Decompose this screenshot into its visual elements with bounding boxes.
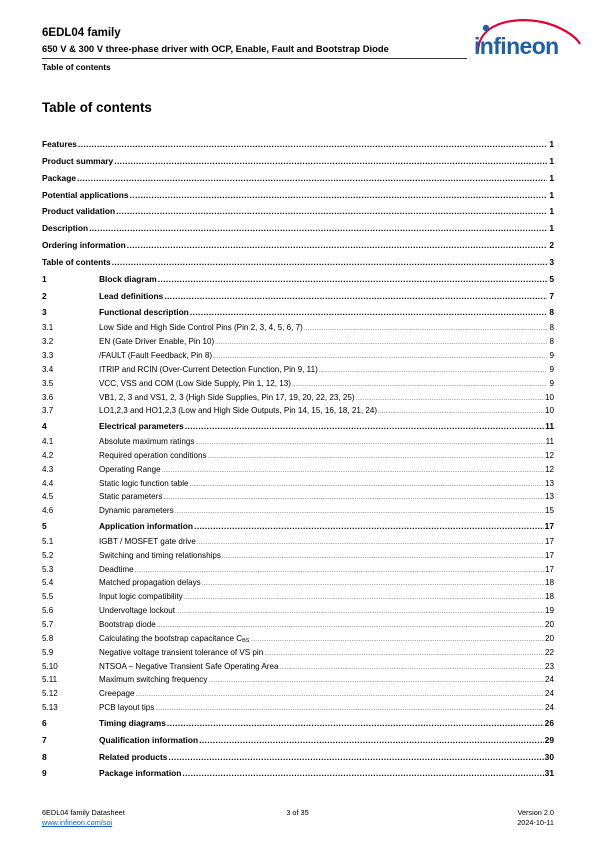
toc-dot-leader <box>197 535 544 550</box>
toc-entry[interactable] <box>42 673 554 687</box>
toc-dot-leader <box>182 765 543 782</box>
toc-entry-title: Undervoltage lockout <box>99 606 176 616</box>
toc-entry-title: Calculating the bootstrap capacitance $C_{BS}$ <box>99 633 250 644</box>
toc-entry-title: Operating Range <box>99 464 161 474</box>
toc-entry-page: 18 <box>544 592 554 602</box>
toc-dot-leader <box>167 715 544 732</box>
toc-entry-page: 8 <box>549 307 554 318</box>
toc-entry-number: 4.6 <box>42 506 54 516</box>
header-divider <box>42 58 467 59</box>
toc-entry[interactable] <box>42 170 554 187</box>
toc-dot-leader <box>89 220 547 237</box>
toc-dot-leader <box>114 153 547 170</box>
toc-dot-leader <box>136 687 544 702</box>
toc-entry-title: /FAULT (Fault Feedback, Pin 8) <box>99 350 213 360</box>
toc-entry[interactable] <box>42 237 554 254</box>
toc-entry-number: 5.6 <box>42 606 54 616</box>
toc-dot-leader <box>163 490 544 505</box>
toc-entry-number: 2 <box>42 290 47 301</box>
footer-website-link[interactable]: www.infineon.com/soi <box>42 818 113 827</box>
toc-entry-number: 5.4 <box>42 578 54 588</box>
toc-entry-title: Input logic compatibility <box>99 592 183 602</box>
toc-entry-number: 3.2 <box>42 337 54 347</box>
toc-entry-title: Features <box>42 139 77 149</box>
toc-entry-page: 30 <box>544 751 554 762</box>
toc-entry-page: 11 <box>545 437 554 447</box>
toc-dot-leader <box>264 646 544 661</box>
toc-entry-number: 6 <box>42 717 47 728</box>
toc-entry-title: NTSOA – Negative Transient Safe Operating Area <box>99 661 279 671</box>
running-section-title: Table of contents <box>42 62 111 72</box>
toc-dot-leader <box>208 449 544 464</box>
toc-entry-page: 23 <box>544 661 554 671</box>
toc-entry[interactable] <box>42 518 554 535</box>
toc-entry-page: 3 <box>549 256 554 267</box>
toc-dot-leader <box>158 271 547 288</box>
toc-entry-number: 4.1 <box>42 437 54 447</box>
toc-entry-page: 24 <box>544 689 554 699</box>
toc-dot-leader <box>280 660 544 675</box>
toc-dot-leader <box>112 254 547 271</box>
footer-document-name: 6EDL04 family Datasheet <box>42 808 125 817</box>
toc-dot-leader <box>175 504 544 519</box>
toc-entry-title: Dynamic parameters <box>99 506 174 516</box>
toc-entry-title: Static logic function table <box>99 478 189 488</box>
toc-entry-title: Product summary <box>42 155 114 166</box>
toc-entry-page: 1 <box>549 139 554 149</box>
toc-dot-leader <box>116 203 547 220</box>
toc-dot-leader <box>222 549 544 564</box>
toc-entry-page: 9 <box>549 378 554 388</box>
toc-entry-number: 3.7 <box>42 406 54 416</box>
toc-entry-title: Static parameters <box>99 492 163 502</box>
toc-entry[interactable] <box>42 701 554 715</box>
toc-dot-leader <box>184 590 544 605</box>
toc-entry-page: 1 <box>549 155 554 166</box>
toc-entry-number: 5.9 <box>42 647 54 657</box>
toc-entry-title: Ordering information <box>42 240 126 251</box>
toc-entry-page: 13 <box>544 492 554 502</box>
toc-dot-leader <box>199 732 544 749</box>
toc-dot-leader <box>168 749 543 766</box>
toc-dot-leader <box>356 391 544 406</box>
toc-entry-number: 4.5 <box>42 492 54 502</box>
toc-entry-title: Negative voltage transient tolerance of VS pin <box>99 647 264 657</box>
toc-entry-number: 5.2 <box>42 550 54 560</box>
toc-entry[interactable] <box>42 535 554 549</box>
infineon-logo <box>472 14 584 62</box>
toc-entry[interactable] <box>42 463 554 477</box>
toc-entry-page: 18 <box>544 578 554 588</box>
toc-entry-number: 5.8 <box>42 633 54 643</box>
toc-entry[interactable] <box>42 404 554 418</box>
toc-dot-leader <box>319 363 547 378</box>
toc-entry[interactable] <box>42 604 554 618</box>
toc-entry[interactable] <box>42 749 554 766</box>
toc-entry-page: 1 <box>549 223 554 234</box>
toc-dot-leader <box>157 618 544 633</box>
toc-entry-page: 22 <box>544 647 554 657</box>
toc-entry-title: Product validation <box>42 206 116 217</box>
toc-entry[interactable] <box>42 765 554 782</box>
document-family: 6EDL04 family <box>42 27 121 39</box>
toc-dot-leader <box>176 604 544 619</box>
toc-entry-title: PCB layout tips <box>99 703 155 713</box>
toc-entry-page: 24 <box>544 703 554 713</box>
toc-entry[interactable] <box>42 271 554 288</box>
toc-entry-number: 9 <box>42 768 47 779</box>
toc-entry-number: 5.12 <box>42 689 58 699</box>
toc-entry-number: 5.13 <box>42 703 58 713</box>
toc-entry-title: Lead definitions <box>99 290 164 301</box>
toc-entry-page: 19 <box>544 606 554 616</box>
toc-entry[interactable] <box>42 288 554 305</box>
toc-dot-leader <box>78 136 547 153</box>
toc-entry-page: 10 <box>544 406 554 416</box>
toc-entry-page: 24 <box>544 675 554 685</box>
toc-dot-leader <box>127 237 547 254</box>
footer-date: 2024-10-11 <box>517 818 554 827</box>
toc-entry-number: 4.2 <box>42 450 54 460</box>
toc-entry-page: 10 <box>544 392 554 402</box>
toc-entry-number: 3 <box>42 307 47 318</box>
toc-entry-page: 2 <box>549 240 554 251</box>
toc-entry-number: 4.4 <box>42 478 54 488</box>
toc-entry[interactable] <box>42 590 554 604</box>
toc-entry[interactable] <box>42 377 554 391</box>
toc-entry-number: 8 <box>42 751 47 762</box>
toc-entry-title: Required operation conditions <box>99 450 207 460</box>
footer-version: Version 2.0 <box>517 808 554 817</box>
toc-dot-leader <box>162 463 544 478</box>
toc-dot-leader <box>185 418 544 435</box>
toc-entry[interactable] <box>42 203 554 220</box>
toc-entry-page: 13 <box>544 478 554 488</box>
toc-dot-leader <box>195 435 544 450</box>
toc-entry-title: EN (Gate Driver Enable, Pin 10) <box>99 337 215 347</box>
toc-entry-number: 5.1 <box>42 536 54 546</box>
toc-entry-page: 12 <box>544 450 554 460</box>
toc-entry-page: 1 <box>549 206 554 217</box>
toc-entry[interactable] <box>42 715 554 732</box>
toc-entry-page: 9 <box>549 364 554 374</box>
toc-entry-title: Deadtime <box>99 564 134 574</box>
toc-entry-page: 20 <box>544 620 554 629</box>
toc-entry-page: 5 <box>549 273 554 284</box>
toc-entry-page: 12 <box>544 464 554 474</box>
toc-entry-title: Bootstrap diode <box>99 620 156 629</box>
toc-entry-title: Related products <box>99 751 168 762</box>
toc-entry[interactable] <box>42 349 554 363</box>
toc-entry-title: Potential applications <box>42 189 129 200</box>
toc-entry[interactable] <box>42 687 554 701</box>
toc-entry[interactable] <box>42 304 554 321</box>
toc-entry[interactable] <box>42 136 554 153</box>
svg-text:infineon: infineon <box>474 33 559 59</box>
toc-entry-title: Creepage <box>99 689 135 699</box>
toc-heading: Table of contents <box>42 100 152 115</box>
toc-dot-leader <box>155 701 544 716</box>
toc-entry-title: Block diagram <box>99 273 157 284</box>
toc-entry-page: 17 <box>544 521 554 532</box>
toc-dot-leader <box>164 288 547 305</box>
toc-entry[interactable] <box>42 220 554 237</box>
toc-entry-title: VB1, 2, 3 and VS1, 2, 3 (High Side Supplies, Pin 17, 19, 20, 22, 23, 25) <box>99 392 355 402</box>
toc-dot-leader <box>250 632 544 647</box>
toc-entry[interactable] <box>42 732 554 749</box>
toc-entry-page: 9 <box>549 350 554 360</box>
toc-dot-leader <box>213 349 547 364</box>
toc-entry[interactable] <box>42 576 554 590</box>
toc-entry-number: 3.6 <box>42 392 54 402</box>
toc-entry-number: 1 <box>42 273 47 284</box>
toc-entry[interactable] <box>42 563 554 577</box>
toc-entry-number: 5.3 <box>42 564 54 574</box>
toc-entry-page: 17 <box>544 536 554 546</box>
toc-entry-title: Description <box>42 223 89 234</box>
toc-entry[interactable] <box>42 449 554 463</box>
toc-dot-leader <box>215 335 547 350</box>
toc-entry-number: 5.5 <box>42 592 54 602</box>
toc-entry-page: 11 <box>545 421 554 432</box>
toc-entry-title: IGBT / MOSFET gate drive <box>99 536 196 546</box>
toc-entry[interactable] <box>42 646 554 660</box>
toc-entry-title: Absolute maximum ratings <box>99 437 195 447</box>
toc-dot-leader <box>190 304 547 321</box>
toc-entry[interactable] <box>42 632 554 646</box>
toc-entry[interactable] <box>42 321 554 335</box>
toc-dot-leader <box>190 477 544 492</box>
toc-entry[interactable] <box>42 549 554 563</box>
toc-entry-page: 1 <box>549 189 554 200</box>
toc-entry-page: 31 <box>544 768 554 779</box>
toc-dot-leader <box>202 576 544 591</box>
toc-entry-page: 17 <box>544 550 554 560</box>
toc-entry-number: 3.3 <box>42 350 54 360</box>
toc-entry-number: 3.1 <box>42 323 54 333</box>
toc-entry-title: Switching and timing relationships <box>99 550 221 560</box>
toc-dot-leader <box>378 404 544 419</box>
toc-dot-leader <box>135 563 544 578</box>
document-subtitle: 650 V & 300 V three-phase driver with OCP, Enable, Fault and Bootstrap Diode <box>42 43 389 54</box>
toc-entry-number: 5.7 <box>42 620 54 629</box>
toc-entry-page: 8 <box>549 337 554 347</box>
toc-dot-leader <box>194 518 544 535</box>
toc-dot-leader <box>130 187 547 204</box>
toc-entry-title-subscript: BS <box>242 637 250 644</box>
table-of-contents <box>42 136 554 782</box>
toc-entry[interactable] <box>42 391 554 405</box>
toc-entry-title: Functional description <box>99 307 189 318</box>
toc-entry-title: VCC, VSS and COM (Low Side Supply, Pin 1, 12, 13) <box>99 378 291 388</box>
toc-entry-page: 29 <box>544 734 554 745</box>
toc-dot-leader <box>77 170 547 187</box>
toc-entry[interactable] <box>42 418 554 435</box>
toc-entry-title: Matched propagation delays <box>99 578 201 588</box>
toc-entry-page: 20 <box>544 633 554 643</box>
toc-entry[interactable] <box>42 477 554 491</box>
toc-entry-title: Maximum switching frequency <box>99 675 208 685</box>
toc-entry[interactable] <box>42 363 554 377</box>
toc-entry[interactable] <box>42 618 554 632</box>
toc-entry-title: Table of contents <box>42 256 111 267</box>
toc-entry-title: Package information <box>99 768 182 779</box>
toc-entry[interactable] <box>42 187 554 204</box>
toc-entry-page: 7 <box>549 290 554 301</box>
toc-entry-title: Package <box>42 172 76 183</box>
toc-entry-page: 1 <box>549 172 554 183</box>
toc-entry-number: 3.5 <box>42 378 54 388</box>
toc-entry[interactable] <box>42 435 554 449</box>
toc-dot-leader <box>292 377 547 392</box>
toc-entry-page: 8 <box>549 323 554 333</box>
toc-entry-number: 5 <box>42 521 47 532</box>
infineon-logo-icon <box>472 14 584 62</box>
toc-dot-leader <box>304 321 547 336</box>
toc-entry-title: ITRIP and RCIN (Over-Current Detection Function, Pin 9, 11) <box>99 364 318 374</box>
footer-page-number: 3 of 35 <box>286 808 309 817</box>
toc-entry-title: Qualification information <box>99 734 199 745</box>
toc-dot-leader <box>208 673 544 688</box>
toc-entry[interactable] <box>42 660 554 674</box>
toc-entry-title: Low Side and High Side Control Pins (Pin 2, 3, 4, 5, 6, 7) <box>99 323 303 333</box>
toc-entry[interactable] <box>42 254 554 271</box>
toc-entry-number: 5.11 <box>42 675 58 685</box>
toc-entry[interactable] <box>42 335 554 349</box>
toc-entry-number: 4.3 <box>42 464 54 474</box>
toc-entry-page: 26 <box>544 717 554 728</box>
toc-entry-title: LO1,2,3 and HO1,2,3 (Low and High Side Outputs, Pin 14, 15, 16, 18, 21, 24) <box>99 406 378 416</box>
toc-entry-number: 7 <box>42 734 47 745</box>
toc-entry-title: Electrical parameters <box>99 421 184 432</box>
toc-entry-page: 17 <box>544 564 554 574</box>
toc-entry[interactable] <box>42 490 554 504</box>
toc-entry-page: 15 <box>544 506 554 516</box>
toc-entry-number: 4 <box>42 421 47 432</box>
toc-entry-title: Application information <box>99 521 193 532</box>
toc-entry-title: Timing diagrams <box>99 717 166 728</box>
toc-entry-number: 5.10 <box>42 661 58 671</box>
toc-entry[interactable] <box>42 504 554 518</box>
toc-entry-number: 3.4 <box>42 364 54 374</box>
toc-entry[interactable] <box>42 153 554 170</box>
